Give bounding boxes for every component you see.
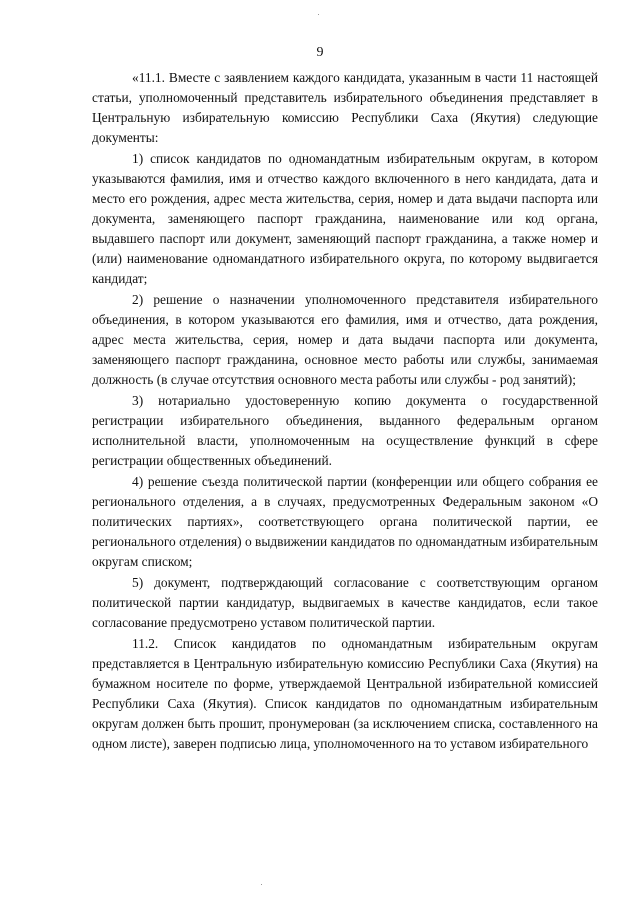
scan-speck bbox=[261, 884, 262, 885]
paragraph-item-3: 3) нотариально удостоверенную копию документа о государственной регистрации избирательного объединения, выданного федеральным органом исполнительной власти, уполномоченным на осуществление функций в сфере регистрации общественных объединений. bbox=[92, 393, 598, 468]
paragraph-item-2: 2) решение о назначении уполномоченного представителя избирательного объединения, в котором указываются его фамилия, имя и отчество, дата рождения, адрес места жительства, серия, номер и дата выдачи паспорта или документа, заменяющего паспорт гражданина, основное место работы или службы, занимаемая должность (в случае отсутствия основного места работы или службы - род занятий); bbox=[92, 292, 598, 387]
paragraph-item-4: 4) решение съезда политической партии (конференции или общего собрания ее регионального отделения, а в случаях, предусмотренных Федеральным законом «О политических партиях», соответствующего органа политической партии, ее регионального отделения) о выдвижении кандидатов по одномандатным избирательным округам списком; bbox=[92, 474, 598, 569]
page-number: 9 bbox=[316, 45, 324, 60]
paragraph-item-5: 5) документ, подтверждающий согласование с соответствующим органом политической партии кандидатур, выдвигаемых в качестве кандидатов, если такое согласование предусмотрено уставом политической партии. bbox=[92, 575, 598, 630]
paragraph-item-1: 1) список кандидатов по одномандатным избирательным округам, в котором указываются фамилия, имя и отчество каждого включенного в него кандидата, дата и место его рождения, адрес места жительства, серия, номер и дата выдачи паспорта или документа, заменяющего паспорт гражданина, наименование или код органа, выдавшего паспорт или документ, заменяющий паспорт гражданина, а также номер и (или) наименование одномандатного избирательного округа, по которому выдвигается кандидат; bbox=[92, 151, 598, 286]
scan-speck bbox=[318, 14, 319, 15]
paragraph-11-2: 11.2. Список кандидатов по одномандатным избирательным округам представляется в Центральную избирательную комиссию Республики Саха (Якутия) на бумажном носителе по форме, утверждаемой Центральной избирательной комиссией Республики Саха (Якутия). Список кандидатов по одномандатным избирательным округам должен быть прошит, пронумерован (за исключением списка, составленного на одном листе), заверен подписью лица, уполномоченного на то уставом избирательного bbox=[92, 636, 598, 751]
paragraph-11-1-intro: «11.1. Вместе с заявлением каждого кандидата, указанным в части 11 настоящей статьи, уполномоченный представитель избирательного объединения представляет в Центральную избирательную комиссию Республики Саха (Якутия) следующие документы: bbox=[92, 70, 598, 145]
document-body bbox=[92, 68, 598, 754]
